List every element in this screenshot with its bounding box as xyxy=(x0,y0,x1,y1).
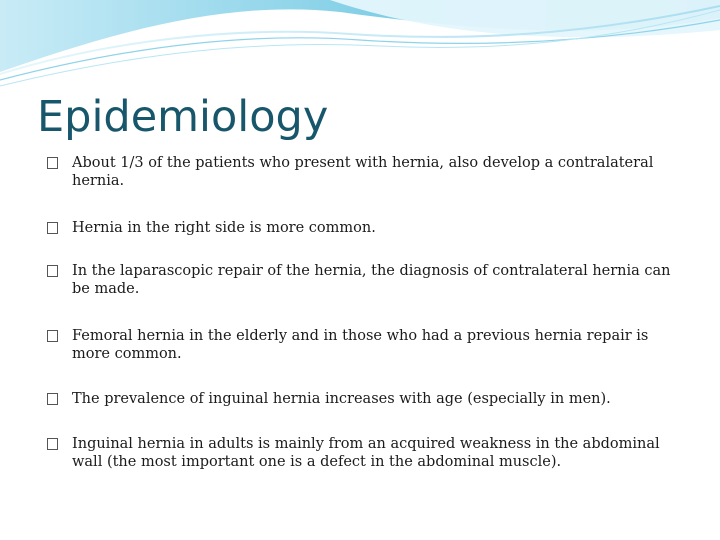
bullet-item xyxy=(47,219,687,237)
bullet-text: About 1/3 of the patients who present with hernia, also develop a contralateral hernia. xyxy=(72,155,654,189)
header-wave-decoration xyxy=(0,0,720,90)
bullet-text: In the laparascopic repair of the hernia, the diagnosis of contralateral hernia can be made. xyxy=(72,263,671,297)
square-outline-icon xyxy=(47,393,58,405)
bullet-item xyxy=(47,262,687,298)
bullet-text: Hernia in the right side is more common. xyxy=(72,220,376,236)
bullet-item xyxy=(47,390,687,408)
bullet-text: Femoral hernia in the elderly and in those who had a previous hernia repair is more common. xyxy=(72,328,649,362)
bullet-text: The prevalence of inguinal hernia increases with age (especially in men). xyxy=(72,391,611,407)
square-outline-icon xyxy=(47,330,58,342)
bullet-item xyxy=(47,154,687,190)
square-outline-icon xyxy=(47,438,58,450)
bullet-item xyxy=(47,435,687,471)
square-outline-icon xyxy=(47,157,58,169)
square-outline-icon xyxy=(47,222,58,234)
square-outline-icon xyxy=(47,265,58,277)
slide-title: Epidemiology xyxy=(37,92,329,142)
bullet-item xyxy=(47,327,687,363)
bullet-text: Inguinal hernia in adults is mainly from an acquired weakness in the abdominal wall (the most important one is a defect in the abdominal muscle). xyxy=(72,436,660,470)
